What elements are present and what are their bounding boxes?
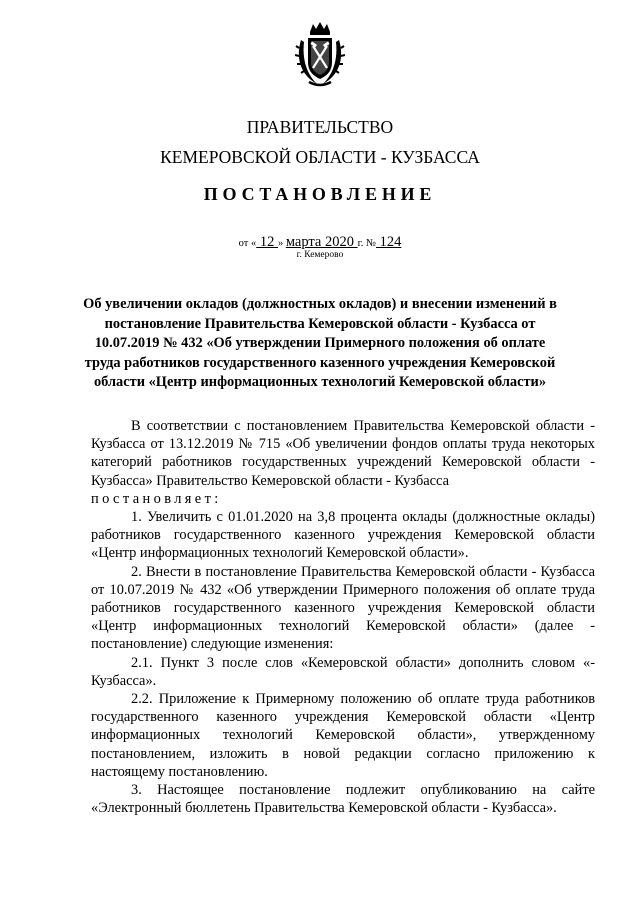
date-prefix: от « — [238, 238, 257, 249]
date-number-line — [0, 234, 640, 251]
paragraph-2: 2. Внести в постановление Правительства Кемеровской области - Кузбасса от 10.07.2019 № 432 «Об утверждении Примерного положения об оплате труда работников государственного казенного учреждения Кемеровской области «Центр информационных технологий Кемеровской области» (далее - постановление) следующие изменения: — [91, 563, 595, 653]
paragraph-2-1: 2.1. Пункт 3 после слов «Кемеровской области» дополнить словом «- Кузбасса». — [91, 654, 595, 689]
decree-word: постановляет: — [91, 490, 222, 507]
date-mid: » — [277, 238, 286, 249]
document-number: 124 — [376, 234, 402, 250]
paragraph-2-2: 2.2. Приложение к Примерному положению об оплате труда работников государственного казенного учреждения Кемеровской области «Центр информационных технологий Кемеровской области», утвержденному постановлением, изложить в новой редакции согласно приложению к настоящему постановлению. — [91, 691, 595, 780]
government-name-line2: КЕМЕРОВСКОЙ ОБЛАСТИ - КУЗБАССА — [160, 147, 480, 167]
city-label: г. Кемерово — [296, 250, 344, 260]
document-body — [91, 417, 595, 817]
document-type-title: ПОСТАНОВЛЕНИЕ — [203, 184, 437, 204]
intro-paragraph: В соответствии с постановлением Правительства Кемеровской области - Кузбасса от 13.12.2019 № 715 «Об увеличении фондов оплаты труда некоторых категорий работников государственных учреждений Кемеровской области - Кузбасса» Правительство Кемеровской области - Кузбасса — [91, 418, 595, 489]
government-name-line1: ПРАВИТЕЛЬСТВО — [246, 117, 394, 137]
paragraph-3: 3. Настоящее постановление подлежит опубликованию на сайте «Электронный бюллетень Правительства Кемеровской области - Кузбасса». — [91, 782, 595, 817]
date-month-year: марта 2020 — [285, 234, 358, 250]
date-suffix: г. № — [357, 238, 376, 249]
document-subject: Об увеличении окладов (должностных окладов) и внесении изменений в постановление Правительства Кемеровской области - Кузбасса от 10.07.2019 № 432 «Об утверждении Примерного положения об оплате труда работников государственного казенного учреждения Кемеровской области «Центр информационных технологий Кемеровской области» — [83, 296, 557, 390]
paragraph-1: 1. Увеличить с 01.01.2020 на 3,8 процента оклады (должностные оклады) работников государственного казенного учреждения Кемеровской области «Центр информационных технологий Кемеровской области». — [91, 509, 595, 562]
date-day: 12 — [256, 234, 278, 250]
coat-of-arms-icon — [295, 18, 345, 90]
